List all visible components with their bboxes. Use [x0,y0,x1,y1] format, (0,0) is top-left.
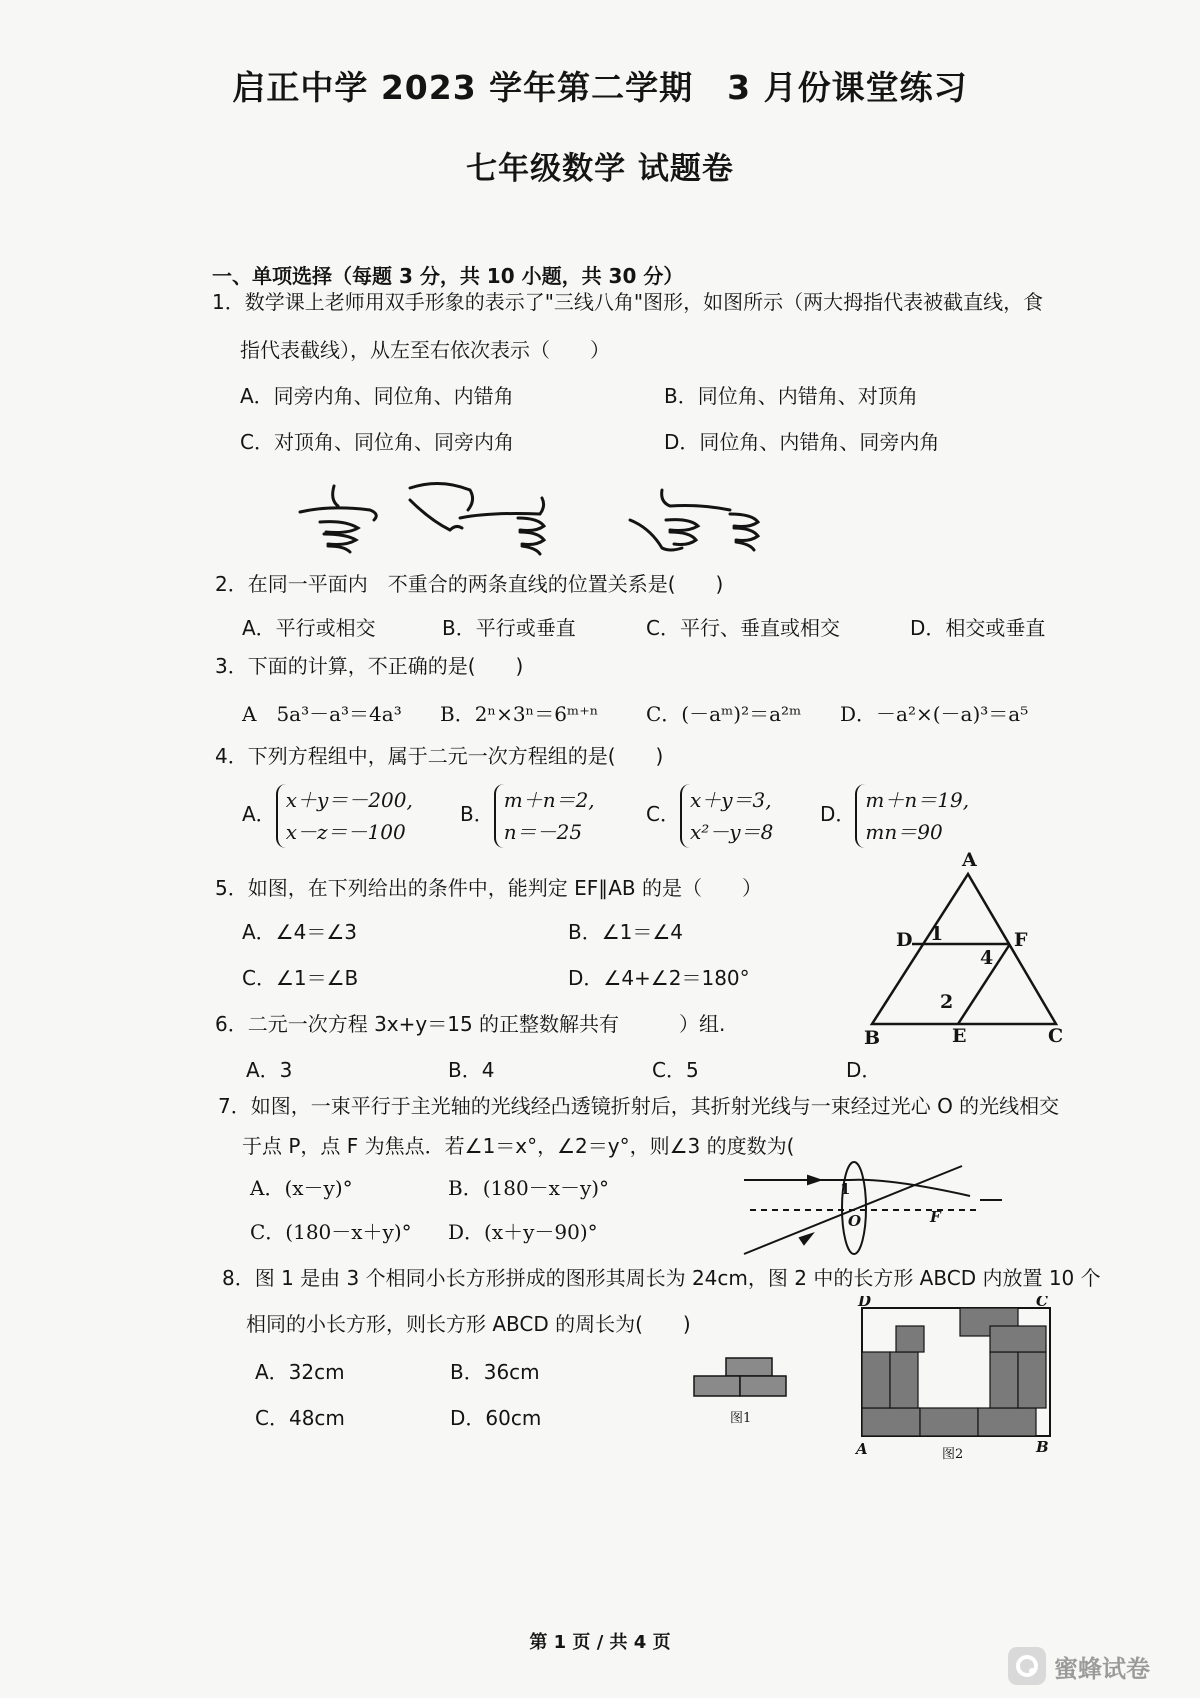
q4-option-a-label: A． [242,802,276,826]
page-title: 启正中学 2023 学年第二学期 3 月份课堂练习 [232,68,968,107]
q8-option-a: A．32cm [255,1360,345,1384]
label-A: A [856,1440,868,1458]
q5-stem: 5．如图，在下列给出的条件中，能判定 EF∥AB 的是（ ） [215,876,762,900]
q8-figure-1 [690,1356,790,1436]
q4-stem: 4．下列方程组中，属于二元一次方程组的是( ) [215,744,664,768]
equation-system-a [276,784,413,848]
q1-option-a: A．同旁内角、同位角、内错角 [240,384,514,408]
label-angle-1: 1 [840,1180,851,1198]
section-heading: 一、单项选择（每题 3 分，共 10 小题，共 30 分） [212,264,684,288]
label-D: D [896,929,913,951]
q7-option-a: A．(x－y)° [250,1176,353,1200]
q6-stem: 6．二元一次方程 3x+y＝15 的正整数解共有 ）组. [215,1012,726,1036]
q6-option-d: D． [846,1058,882,1082]
q1-stem-line2: 指代表截线），从左至右依次表示（ ） [240,338,610,362]
label-C: C [1036,1296,1048,1310]
q1-option-c: C．对顶角、同位角、同旁内角 [240,430,514,454]
q3-option-a: A 5a³－a³＝4a³ [242,702,402,726]
equation-system-b [494,784,595,848]
q4-option-d [820,782,969,848]
q7-stem-line1: 7．如图，一束平行于主光轴的光线经凸透镜折射后，其折射光线与一束经过光心 O 的光线相交 [218,1094,1060,1118]
q8-stem-line2: 相同的小长方形，则长方形 ABCD 的周长为( ) [246,1312,691,1336]
q3-stem: 3．下面的计算，不正确的是( ) [215,654,524,678]
q1-stem-line1: 1．数学课上老师用双手形象的表示了"三线八角"图形，如图所示（两大拇指代表被截直线，食 [212,290,1044,314]
q3-option-d: D．－a²×(－a)³＝a⁵ [840,702,1029,726]
q7-option-b: B．(180－x－y)° [448,1176,610,1200]
q8-option-c: C．48cm [255,1406,345,1430]
equation-system-d [855,784,969,848]
q3-option-c: C．(－aᵐ)²＝a²ᵐ [646,702,802,726]
q2-stem: 2．在同一平面内 不重合的两条直线的位置关系是( ) [215,572,724,596]
eq-c-1: x＋y＝3, [689,787,772,812]
q8-option-d: D．60cm [450,1406,542,1430]
label-A: A [962,849,977,871]
q4-option-c [646,782,773,848]
eq-a-2: x－z＝－100 [285,819,406,844]
q1-option-d: D．同位角、内错角、同旁内角 [664,430,940,454]
label-D: D [858,1296,872,1310]
page-footer: 第 1 页 / 共 4 页 [529,1632,671,1653]
q2-option-c: C．平行、垂直或相交 [646,616,840,640]
q2-option-d: D．相交或垂直 [910,616,1046,640]
label-angle-2: 2 [940,991,954,1013]
q8-stem-line1: 8．图 1 是由 3 个相同小长方形拼成的图形其周长为 24cm，图 2 中的长方形 ABCD 内放置 10 个 [222,1266,1101,1290]
q4-option-d-label: D． [820,802,856,826]
fig1-caption: 图1 [730,1411,752,1426]
label-E: E [952,1025,967,1047]
eq-a-1: x＋y＝－200, [285,787,413,812]
eq-b-2: n＝－25 [503,819,583,844]
eq-c-2: x²－y＝8 [689,819,774,844]
watermark-text: 蜜蜂试卷 [1054,1654,1150,1683]
eq-d-2: mn＝90 [865,819,943,844]
q6-option-a: A．3 [246,1058,293,1082]
q3-option-b: B．2ⁿ×3ⁿ＝6ᵐ⁺ⁿ [440,702,599,726]
page-subtitle: 七年级数学 试题卷 [466,151,734,187]
bee-logo-icon [1008,1647,1046,1685]
q4-option-a [242,782,413,848]
q4-option-b [460,782,595,848]
label-angle-4: 4 [980,947,994,969]
q7-lens-figure [740,1150,1010,1260]
q8-figure-2 [850,1296,1060,1466]
q7-option-c: C．(180－x＋y)° [250,1220,412,1244]
q7-option-d: D．(x＋y－90)° [448,1220,598,1244]
q6-option-b: B．4 [448,1058,495,1082]
q2-option-b: B．平行或垂直 [442,616,576,640]
q7-stem-line2: 于点 P，点 F 为焦点．若∠1＝x°，∠2＝y°，则∠3 的度数为( [242,1134,795,1158]
label-B: B [1036,1438,1049,1456]
q5-triangle-figure [850,846,1070,1052]
label-F: F [1014,929,1028,951]
equation-system-c [680,784,773,848]
q5-option-d: D．∠4+∠2＝180° [568,966,750,990]
fig2-caption: 图2 [942,1447,964,1462]
eq-d-1: m＋n＝19, [865,787,970,812]
q4-option-b-label: B． [460,802,494,826]
q5-option-c: C．∠1＝∠B [242,966,359,990]
hand-gesture-icon [290,470,790,562]
q1-option-b: B．同位角、内错角、对顶角 [664,384,918,408]
q8-option-b: B．36cm [450,1360,540,1384]
eq-b-1: m＋n＝2, [503,787,595,812]
q2-option-a: A．平行或相交 [242,616,376,640]
label-B: B [864,1027,881,1049]
label-O: O [848,1212,862,1230]
label-angle-1: 1 [930,923,944,945]
label-F: F [930,1208,941,1226]
watermark [1008,1645,1178,1687]
q5-option-a: A．∠4＝∠3 [242,920,357,944]
q6-option-c: C．5 [652,1058,699,1082]
q5-option-b: B．∠1＝∠4 [568,920,684,944]
label-C: C [1048,1025,1064,1047]
q4-option-c-label: C． [646,802,680,826]
